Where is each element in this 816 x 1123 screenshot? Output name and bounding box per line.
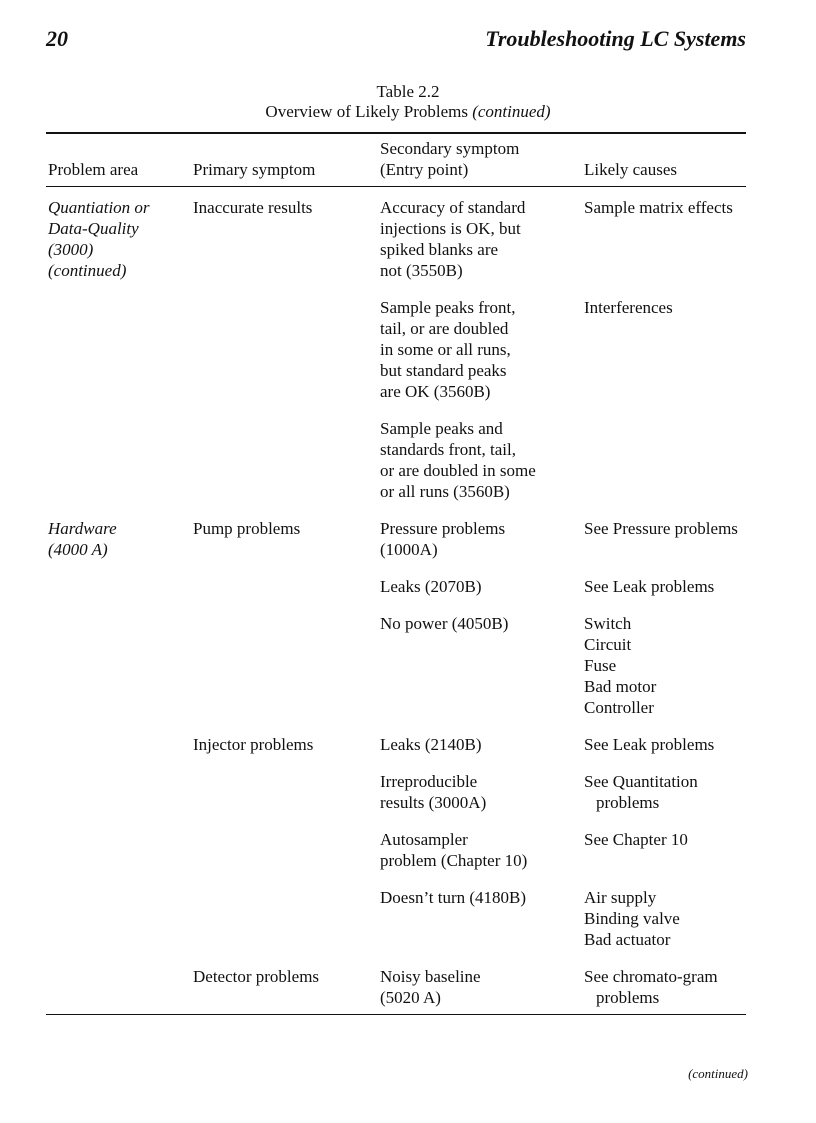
- problems-table: [46, 132, 746, 1015]
- problem-area-cell: [46, 813, 191, 871]
- continued-footer: (continued): [688, 1066, 748, 1081]
- secondary-symptom-cell: Accuracy of standard injections is OK, but spiked blanks are not (3550B): [380, 198, 526, 280]
- likely-cause-item: Controller: [584, 698, 654, 717]
- primary-symptom-cell: Inaccurate results: [193, 198, 313, 217]
- secondary-symptom-cell: Sample peaks and standards front, tail, or are doubled in some or all runs (3560B): [380, 419, 536, 501]
- primary-symptom-cell: [191, 560, 378, 597]
- problem-area-cell: [46, 718, 191, 755]
- likely-causes-cell: [582, 950, 746, 1015]
- table-row: [46, 187, 746, 282]
- table-row: [46, 718, 746, 755]
- likely-cause-item: Bad actuator: [584, 930, 671, 949]
- likely-cause-item: See Quantitation problems: [584, 772, 698, 812]
- likely-causes-cell: [582, 871, 746, 950]
- likely-causes-cell: [582, 755, 746, 813]
- likely-causes-cell: [582, 813, 746, 871]
- likely-cause-item: Switch: [584, 614, 632, 633]
- likely-cause-item: Sample matrix effects: [584, 198, 733, 217]
- secondary-symptom-cell: No power (4050B): [380, 614, 509, 633]
- problem-area-cell: [46, 281, 191, 402]
- problem-area-cell: Quantiation or Data-Quality (3000) (continued): [48, 198, 150, 280]
- secondary-symptom-cell: Doesn’t turn (4180B): [380, 888, 527, 907]
- likely-cause-item: Fuse: [584, 656, 617, 675]
- likely-causes-cell: [582, 402, 746, 502]
- header-problem-area: Problem area: [48, 160, 139, 179]
- likely-cause-item: See Chapter 10: [584, 830, 688, 849]
- table-row: [46, 950, 746, 1015]
- table-body: [46, 187, 746, 1015]
- header-secondary-symptom: Secondary symptom (Entry point): [380, 139, 520, 179]
- table-caption: [0, 82, 816, 122]
- primary-symptom-cell: Injector problems: [193, 735, 314, 754]
- likely-cause-item: See Leak problems: [584, 577, 715, 596]
- secondary-symptom-cell: Autosampler problem (Chapter 10): [380, 830, 528, 870]
- table-number: Table 2.2: [376, 82, 440, 101]
- table-row: [46, 871, 746, 950]
- table-row: [46, 502, 746, 560]
- table-row: [46, 281, 746, 402]
- problem-area-cell: [46, 871, 191, 950]
- table-row: [46, 402, 746, 502]
- header-likely-causes: Likely causes: [584, 160, 677, 179]
- problem-area-cell: [46, 560, 191, 597]
- likely-causes-cell: [582, 597, 746, 718]
- table-row: [46, 597, 746, 718]
- table-title: [0, 102, 816, 122]
- problem-area-cell: Hardware (4000 A): [48, 519, 117, 559]
- likely-causes-cell: [582, 560, 746, 597]
- likely-cause-item: Circuit: [584, 635, 632, 654]
- secondary-symptom-cell: Pressure problems (1000A): [380, 519, 506, 559]
- problem-area-cell: [46, 597, 191, 718]
- likely-cause-item: See chromato-gram problems: [584, 967, 718, 1007]
- page-number: 20: [46, 26, 68, 51]
- likely-causes-cell: [582, 281, 746, 402]
- likely-causes-cell: [582, 187, 746, 282]
- primary-symptom-cell: [191, 813, 378, 871]
- likely-cause-item: See Pressure problems: [584, 519, 738, 538]
- problem-area-cell: [46, 950, 191, 1015]
- table-row: [46, 755, 746, 813]
- secondary-symptom-cell: Sample peaks front, tail, or are doubled in some or all runs, but standard peaks are OK (3560B): [380, 298, 516, 401]
- primary-symptom-cell: Detector problems: [193, 967, 320, 986]
- primary-symptom-cell: [191, 597, 378, 718]
- table-title-text: Overview of Likely Problems: [265, 102, 468, 121]
- likely-causes-cell: [582, 502, 746, 560]
- table-title-suffix: (continued): [472, 102, 551, 121]
- likely-cause-item: Bad motor: [584, 677, 657, 696]
- likely-cause-item: See Leak problems: [584, 735, 715, 754]
- likely-cause-item: Air supply: [584, 888, 657, 907]
- table-header-row: [46, 133, 746, 187]
- secondary-symptom-cell: Noisy baseline (5020 A): [380, 967, 481, 1007]
- primary-symptom-cell: [191, 755, 378, 813]
- likely-cause-item: Binding valve: [584, 909, 680, 928]
- primary-symptom-cell: [191, 402, 378, 502]
- problem-area-cell: [46, 755, 191, 813]
- problem-area-cell: [46, 402, 191, 502]
- likely-cause-item: Interferences: [584, 298, 673, 317]
- secondary-symptom-cell: Leaks (2140B): [380, 735, 482, 754]
- primary-symptom-cell: [191, 871, 378, 950]
- likely-causes-cell: [582, 718, 746, 755]
- secondary-symptom-cell: Irreproducible results (3000A): [380, 772, 487, 812]
- primary-symptom-cell: Pump problems: [193, 519, 301, 538]
- secondary-symptom-cell: Leaks (2070B): [380, 577, 482, 596]
- table-row: [46, 813, 746, 871]
- header-primary-symptom: Primary symptom: [193, 160, 316, 179]
- table-row: [46, 560, 746, 597]
- running-head: Troubleshooting LC Systems: [485, 26, 746, 51]
- primary-symptom-cell: [191, 281, 378, 402]
